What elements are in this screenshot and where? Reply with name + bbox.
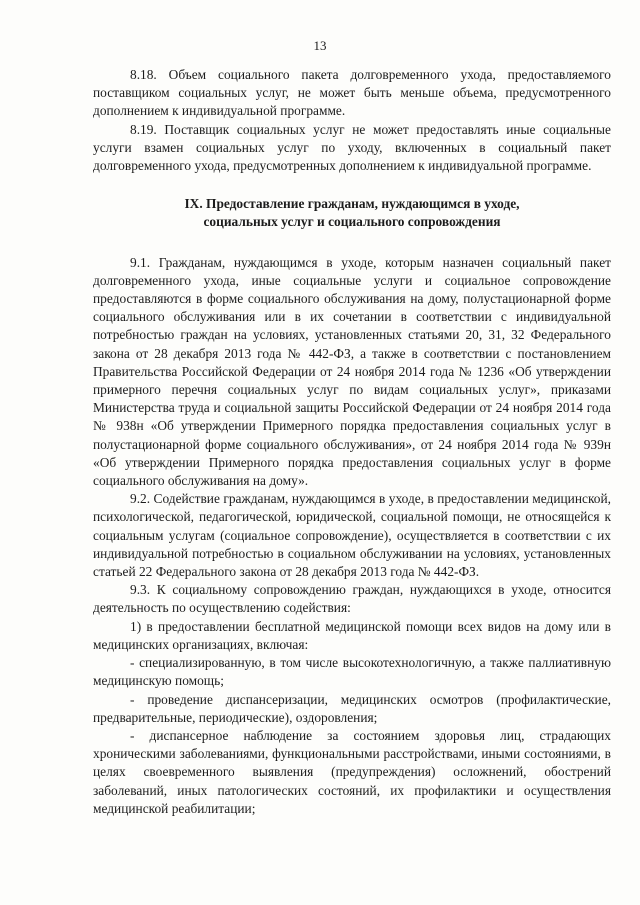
page-number: 13 — [313, 38, 327, 53]
list-subitem-dispensary-observation: - диспансерное наблюдение за состоянием здоровья лиц, страдающих хроническими заболеваниями, функциональными расстройствами, иными состояниями, в целях своевременного выявления (предупреждения) осложнений, обострений заболеваний, иных патологических состояний, их профилактики и осуществления медицинской реабилитации; — [93, 727, 611, 816]
section-heading-line-2: социальных услуг и социального сопровождения — [203, 214, 501, 230]
section-heading — [93, 195, 611, 231]
paragraph-8-19: 8.19. Поставщик социальных услуг не может предоставлять иные социальные услуги взамен социальных услуг по уходу, включенных в социальный пакет долговременного ухода, предусмотренных дополнением к индивидуальной программе. — [93, 121, 611, 174]
paragraph-9-2: 9.2. Содействие гражданам, нуждающимся в уходе, в предоставлении медицинской, психологической, педагогической, юридической, социальной помощи, не относящейся к социальным услугам (социальное сопровождение), осуществляется в соответствии с их индивидуальной потребностью в социальном обслуживании на условиях, установленных статьей 22 Федерального закона от 28 декабря 2013 года № 442-ФЗ. — [93, 491, 611, 580]
section-heading-line-1: IX. Предоставление гражданам, нуждающимся в уходе, — [184, 196, 520, 212]
paragraph-9-3: 9.3. К социальному сопровождению граждан, нуждающихся в уходе, относится деятельность по осуществлению содействия: — [93, 582, 611, 616]
paragraph-8-18: 8.18. Объем социального пакета долговременного ухода, предоставляемого поставщиком социальных услуг, не может быть меньше объема, предусмотренного дополнением к индивидуальной программе. — [93, 67, 611, 119]
list-item-1: 1) в предоставлении бесплатной медицинской помощи всех видов на дому или в медицинских организациях, включая: — [93, 618, 611, 652]
document-body — [93, 66, 611, 818]
list-subitem-specialized-care: - специализированную, в том числе высокотехнологичную, а также паллиативную медицинскую помощь; — [93, 655, 611, 689]
paragraph-9-1: 9.1. Гражданам, нуждающимся в уходе, которым назначен социальный пакет долговременного ухода, иные социальные услуги и социальное сопровождение предоставляются в форме социального обслуживания на дому, полустационарной форме социального обслуживания или в их сочетании в соответствии с индивидуальной потребностью граждан на условиях, установленных статьями 20, 31, 32 Федерального закона от 28 декабря 2013 года № 442-ФЗ, а также в соответствии с постановлением Правительства Российской Федерации от 24 ноября 2014 года № 1236 «Об утверждении примерного перечня социальных услуг по видам социальных услуг», приказами Министерства труда и социальной защиты Российской Федерации от 24 ноября 2014 года № 938н «Об утверждении Примерного порядка предоставления социальных услуг в полустационарной форме социального обслуживания», от 24 ноября 2014 года № 939н «Об утверждении Примерного порядка предоставления социальных услуг в форме социального обслуживания на дому». — [93, 254, 611, 489]
list-subitem-medical-exams: - проведение диспансеризации, медицинских осмотров (профилактические, предварительные, периодические), оздоровления; — [93, 691, 611, 725]
